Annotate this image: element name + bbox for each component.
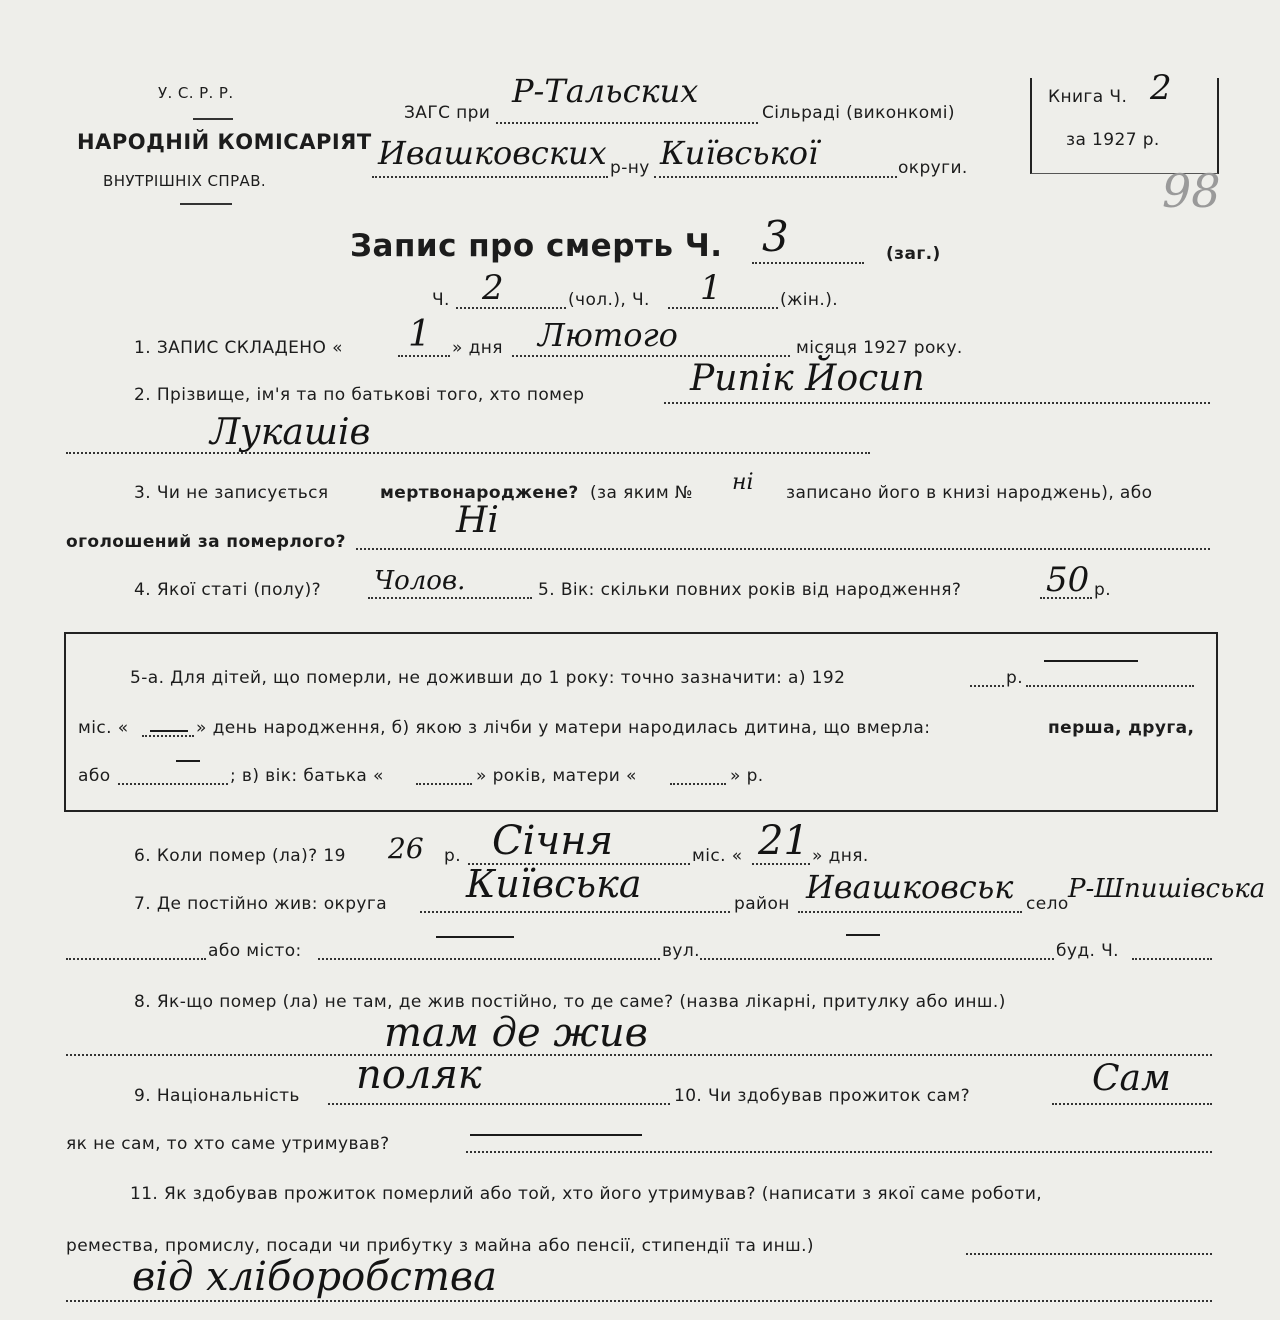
s8-label: 8. Як-що помер (ла) не там, де жив постійно, то де саме? (назва лікарні, притулку або инш.) <box>134 992 1006 1012</box>
s7-selo-value: Р-Шпишівська <box>1068 874 1266 904</box>
s2-patronymic-line <box>66 452 870 454</box>
header-divider <box>193 118 233 120</box>
s10-label-b: як не сам, то хто саме утримував? <box>66 1134 390 1154</box>
female-number-line <box>668 307 778 309</box>
s3-label-c: записано його в книзі народжень), або <box>786 483 1153 503</box>
s5a-line2-b: » день народження, б) якою з лічби у матери народилась дитина, що вмерла: <box>196 718 931 738</box>
s6-month: Січня <box>492 818 614 864</box>
s8-answer: там де жив <box>384 1010 648 1056</box>
s5a-day-line <box>142 735 194 737</box>
s5a-dash <box>1044 660 1138 662</box>
zags-fill-line <box>496 122 758 124</box>
s5a-extra-line <box>1026 685 1194 687</box>
record-number: 3 <box>762 212 789 261</box>
s7-raion: район <box>734 894 790 914</box>
s1-mid: » дня <box>452 338 503 358</box>
s10-answer: Сам <box>1092 1058 1171 1099</box>
s7-bud-line <box>1132 958 1212 960</box>
s6-year: 26 <box>388 832 424 865</box>
s3-label-a: 3. Чи не записується <box>134 483 329 503</box>
s1-suffix: місяця 1927 року. <box>796 338 963 358</box>
s9-label: 9. Національність <box>134 1086 300 1106</box>
margin-note: 98 <box>1162 164 1221 218</box>
s2-name-line <box>664 402 1210 404</box>
s11-answer: від хліборобства <box>132 1254 498 1300</box>
s1-month: Лютого <box>538 316 678 354</box>
s11-answer-line <box>66 1300 1212 1302</box>
female-label: (жін.). <box>780 290 839 310</box>
zags-label: ЗАГС при <box>404 103 491 123</box>
okrug-handwritten: Київської <box>660 134 819 172</box>
s5a-mother-line <box>670 783 726 785</box>
s11-line2: ремества, промислу, посади чи прибутку з майна або пенсії, стипендії та инш.) <box>66 1236 814 1256</box>
s5a-line2-a: міс. « <box>78 718 129 738</box>
book-label: Книга Ч. <box>1048 87 1128 107</box>
s1-day-line <box>398 355 450 357</box>
commissariat-subtitle: ВНУТРІШНІХ СПРАВ. <box>103 172 267 190</box>
s9-nationality: поляк <box>356 1052 482 1098</box>
record-number-line <box>752 262 864 264</box>
book-number: 2 <box>1150 68 1172 108</box>
s11-line1: 11. Як здобував прожиток померлий або той, хто його утримував? (написати з якої саме роботи, <box>130 1184 1043 1204</box>
s7-raion-line <box>798 911 1022 913</box>
s11-line2-fill <box>966 1253 1212 1255</box>
s10-label: 10. Чи здобував прожиток сам? <box>674 1086 971 1106</box>
s5-age: 50 <box>1046 560 1090 600</box>
s6-day: 21 <box>758 818 809 864</box>
s7-raion-value: Ивашковськ <box>806 868 1014 906</box>
okrugy-label: округи. <box>898 158 968 178</box>
s5a-line1: 5-а. Для дітей, що померли, не доживши до 1 року: точно зазначити: а) 192 <box>130 668 846 688</box>
male-label-prefix: Ч. <box>432 290 450 310</box>
s7-misto-line-left <box>66 958 206 960</box>
s4-label: 4. Якої статі (полу)? <box>134 580 322 600</box>
s5-age-label: 5. Вік: скільки повних років від народження? <box>538 580 962 600</box>
female-number: 1 <box>700 268 722 308</box>
male-number-line <box>456 307 566 309</box>
s7-vul-line <box>700 958 1054 960</box>
s1-day: 1 <box>408 314 431 355</box>
s5-age-suffix: р. <box>1094 580 1111 600</box>
s6-dnya: » дня. <box>812 846 869 866</box>
s7-misto-line <box>318 958 660 960</box>
s3-number: ні <box>732 470 754 495</box>
s5a-line3-c: » років, матери « <box>476 766 637 786</box>
raion-handwritten: Ивашковских <box>378 134 607 172</box>
male-label: (чол.), Ч. <box>568 290 650 310</box>
s5a-line2-c: перша, друга, <box>1048 718 1195 738</box>
s5a-order-dash <box>176 760 200 762</box>
s3-stillborn: мертвонароджене? <box>380 483 579 503</box>
s4-sex-line <box>368 597 532 599</box>
s3-declared: оголошений за померлого? <box>66 532 346 552</box>
s7-vul-dash <box>846 934 880 936</box>
s5a-year-line <box>970 685 1004 687</box>
s6-mis: міс. « <box>692 846 743 866</box>
commissariat-title: НАРОДНІЙ КОМІСАРІЯТ <box>77 130 372 154</box>
s5a-line3-a: або <box>78 766 111 786</box>
book-year: за 1927 р. <box>1066 130 1160 150</box>
s2-label: 2. Прізвище, ім'я та по батькові того, хто помер <box>134 385 585 405</box>
s5a-line3-d: » р. <box>730 766 764 786</box>
s3-label-b: (за яким № <box>590 483 693 503</box>
raion-fill-line <box>372 176 608 178</box>
s7-misto-dash <box>436 936 514 938</box>
ussr-header: У. С. Р. Р. <box>158 84 234 102</box>
s7-okruga: Київська <box>466 862 642 906</box>
header-divider <box>180 203 232 205</box>
s7-label: 7. Де постійно жив: округа <box>134 894 388 914</box>
s1-label: 1. ЗАПИС СКЛАДЕНО « <box>134 338 343 358</box>
s3-answer: Ні <box>456 500 499 541</box>
s6-r: р. <box>444 846 461 866</box>
silradi-label: Сільраді (виконкомі) <box>762 103 955 123</box>
rnu-label: р-ну <box>610 158 650 178</box>
s10-answer-line <box>1052 1103 1212 1105</box>
s5a-father-line <box>416 783 472 785</box>
s7-vul: вул. <box>662 941 700 961</box>
record-total-label: (заг.) <box>886 244 941 264</box>
s7-misto: або місто: <box>208 941 302 961</box>
s4-sex: Чолов. <box>374 566 466 596</box>
s10-supporter-line <box>466 1151 1212 1153</box>
s7-bud: буд. Ч. <box>1056 941 1119 961</box>
s7-selo: село <box>1026 894 1069 914</box>
s5a-day-dash <box>150 730 188 732</box>
zags-handwritten: Р-Тальских <box>512 72 699 110</box>
record-title: Запис про смерть Ч. <box>350 228 723 264</box>
s5a-line3-b: ; в) вік: батька « <box>230 766 384 786</box>
s5a-order-line <box>118 783 228 785</box>
s5a-line1-end: р. <box>1006 668 1023 688</box>
male-number: 2 <box>482 268 504 308</box>
s9-nat-line <box>328 1103 670 1105</box>
s2-name: Рипік Йосип <box>690 358 925 399</box>
s3-answer-line <box>356 548 1210 550</box>
okrug-fill-line <box>654 176 897 178</box>
s6-label: 6. Коли помер (ла)? 19 <box>134 846 346 866</box>
s2-patronymic: Лукашів <box>210 412 371 453</box>
s10-supporter-dash <box>470 1134 642 1136</box>
s1-month-line <box>512 355 790 357</box>
s7-okruga-line <box>420 911 730 913</box>
